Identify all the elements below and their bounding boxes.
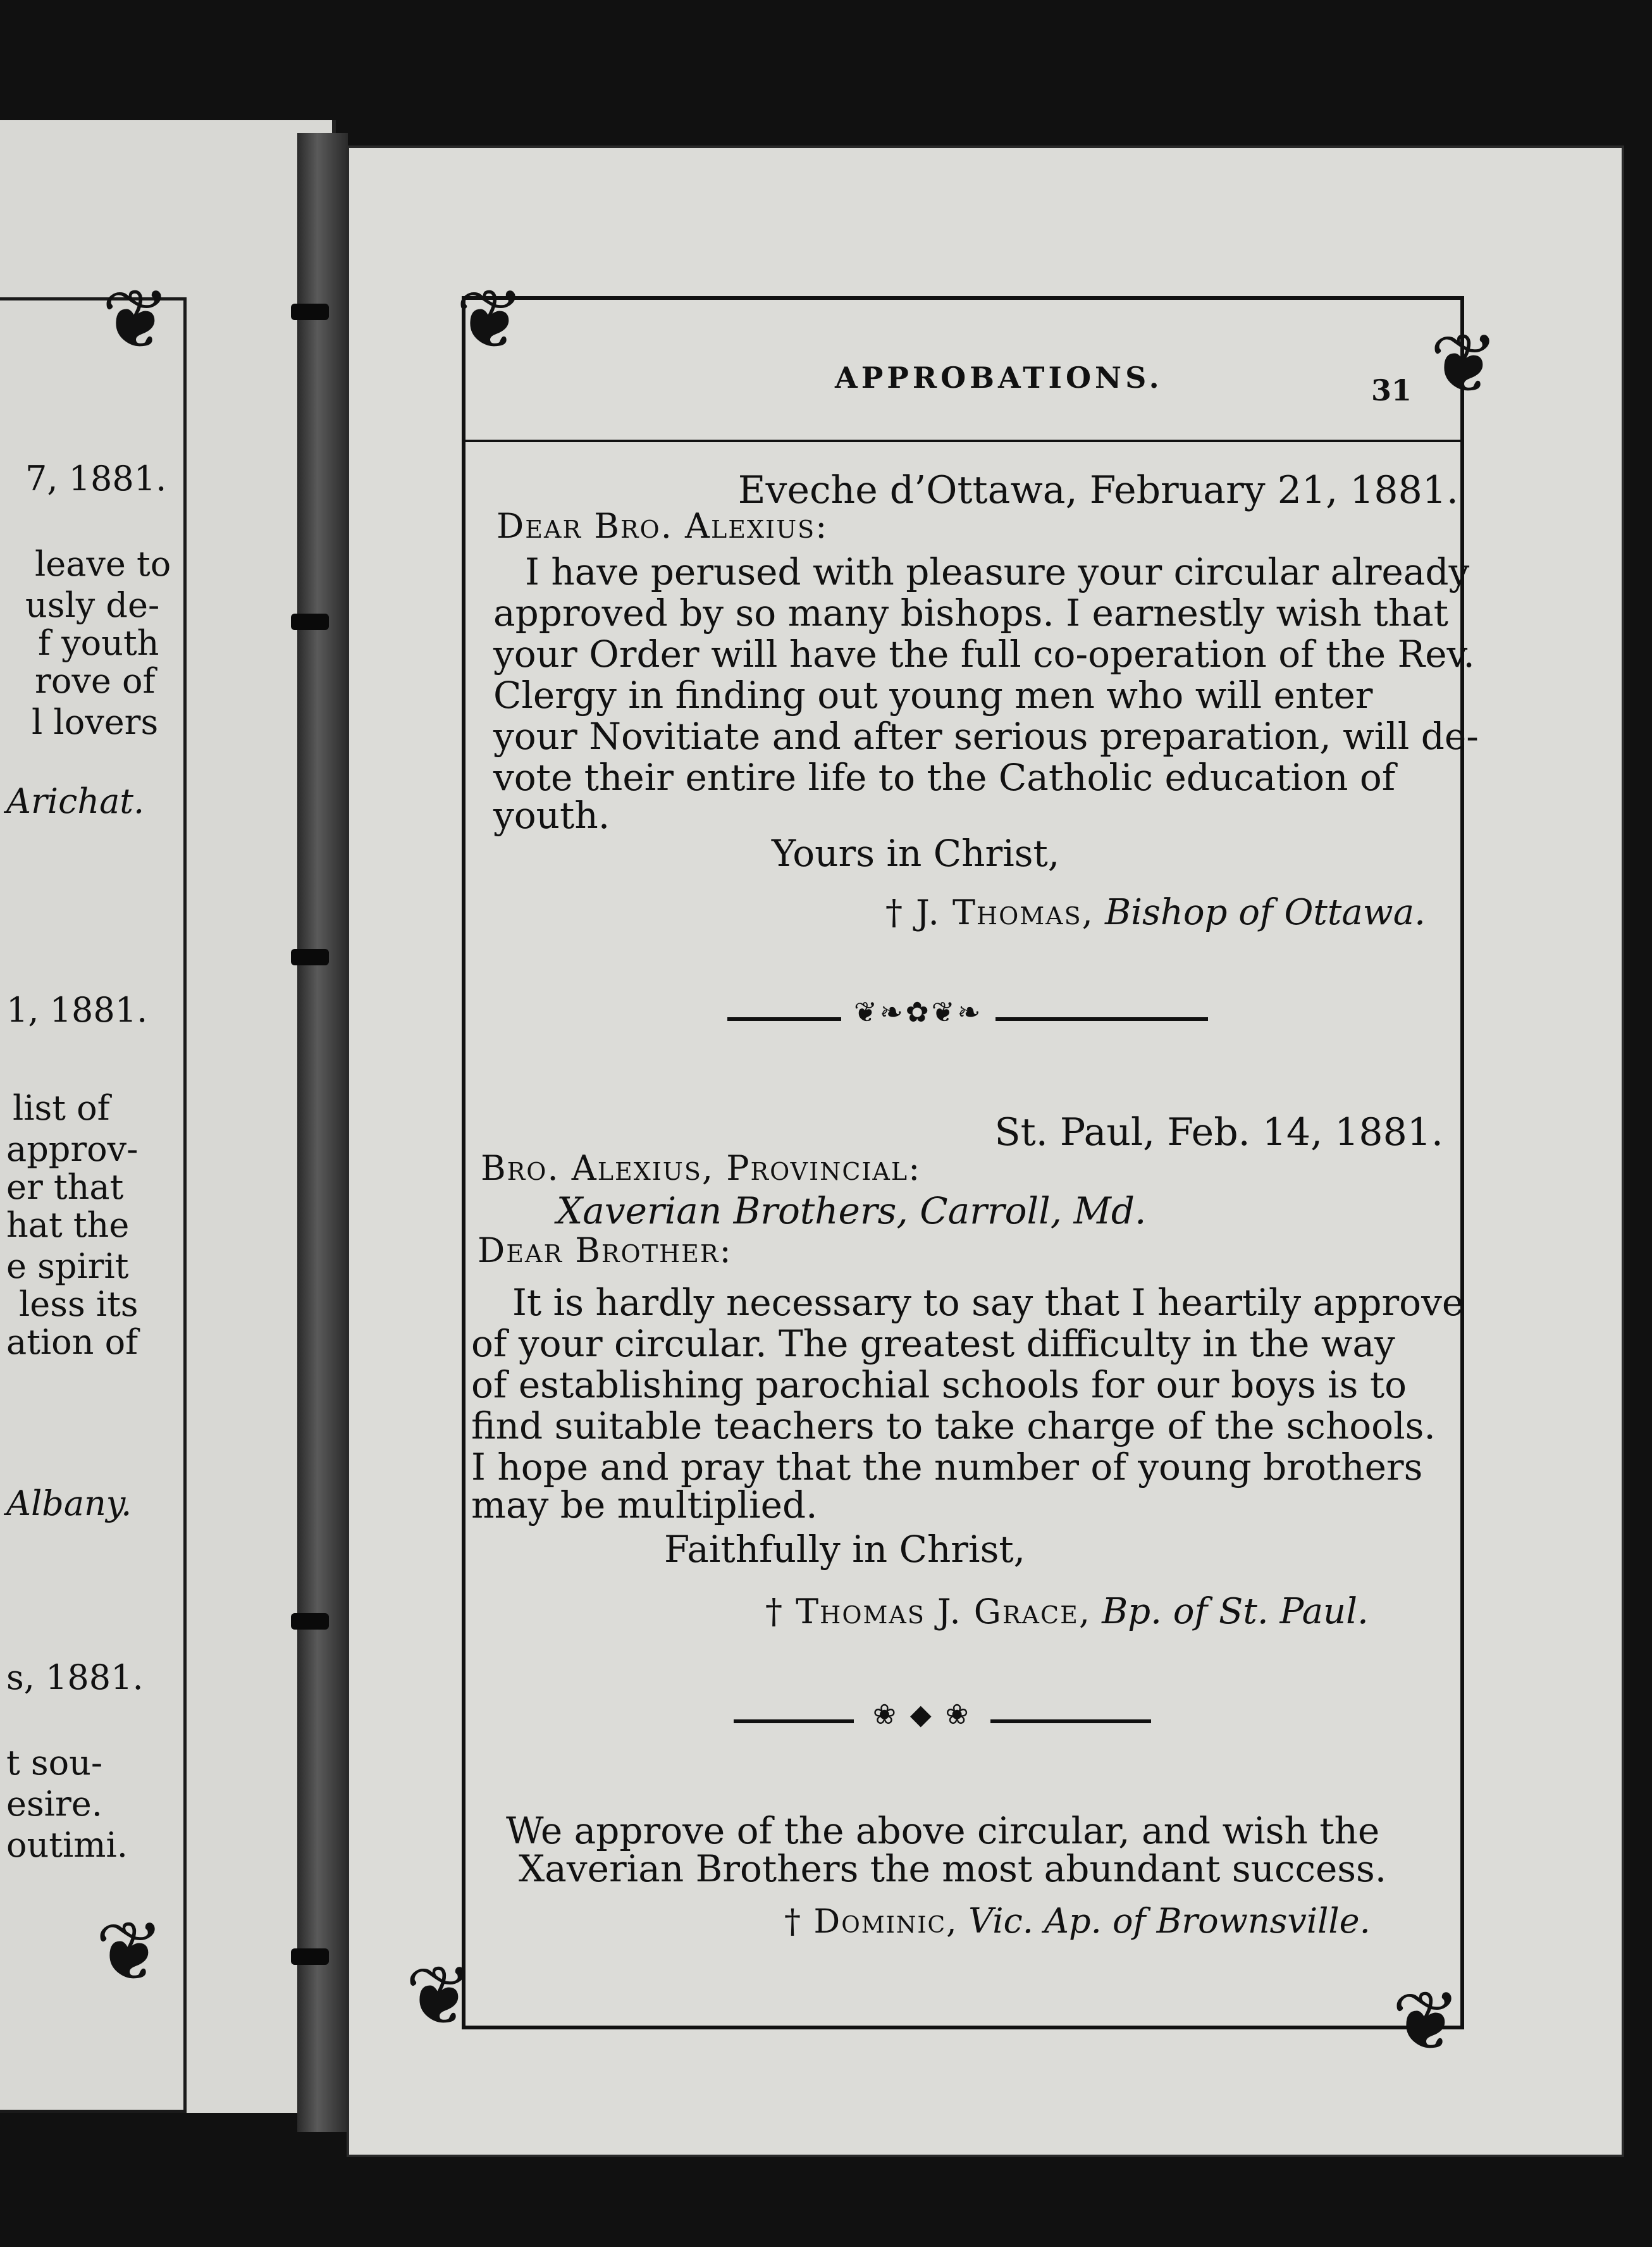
letter2-signature-title: Bp. of St. Paul. [1102, 1591, 1369, 1632]
left-fragment: leave to [35, 544, 171, 584]
left-fragment: er that [6, 1167, 124, 1207]
header-rule [462, 440, 1464, 442]
letter1-line: vote their entire life to the Catholic education of [493, 756, 1396, 799]
letter2-dateline: St. Paul, Feb. 14, 1881. [994, 1110, 1443, 1154]
letter2-closing: Faithfully in Christ, [664, 1528, 1026, 1571]
letter2-address: Xaverian Brothers, Carroll, Md. [557, 1189, 1147, 1232]
letter2-addressee: Bro. Alexius, Provincial: [481, 1148, 922, 1188]
left-fragment: list of [13, 1088, 110, 1128]
corner-ornament-icon: ❦ [1391, 1973, 1461, 2069]
letter2-line: of your circular. The greatest difficulty in the way [471, 1322, 1395, 1365]
letter1-line: your Order will have the full co-operation of the Rev. [493, 633, 1475, 676]
letter3-signature-title: Vic. Ap. of Brownsville. [968, 1901, 1371, 1941]
letter1-line: your Novitiate and after serious preparation, will de- [493, 715, 1479, 758]
left-fragment: usly de- [25, 585, 160, 625]
letter2-line: of establishing parochial schools for our boys is to [471, 1363, 1407, 1406]
letter3-signature-name: † Dominic, [784, 1903, 958, 1941]
left-fragment: s, 1881. [6, 1657, 144, 1697]
letter1-dateline: Eveche d’Ottawa, February 21, 1881. [737, 468, 1458, 512]
page-number: 31 [1371, 373, 1412, 407]
left-fragment: less its [19, 1284, 139, 1324]
letter1-line: approved by so many bishops. I earnestly wish that [493, 591, 1448, 634]
left-fragment: 1, 1881. [6, 990, 148, 1030]
left-fragment: 7, 1881. [25, 459, 167, 498]
binding-stitch [291, 949, 329, 965]
letter1-signature-name: † J. Thomas, [885, 893, 1094, 932]
left-fragment: Arichat. [6, 781, 145, 821]
corner-ornament-icon: ❦ [455, 271, 525, 368]
left-fragment: rove of [35, 661, 156, 701]
letter3-line: We approve of the above circular, and wish the [506, 1809, 1380, 1852]
corner-ornament-icon: ❦ [405, 1948, 474, 2044]
left-fragment: approv- [6, 1129, 139, 1169]
left-fragment: e spirit [6, 1246, 129, 1286]
letter2-line: find suitable teachers to take charge of the schools. [471, 1404, 1436, 1447]
book-binding [297, 133, 348, 2132]
letter1-closing: Yours in Christ, [772, 832, 1060, 875]
corner-ornament-icon: ❦ [1429, 316, 1499, 412]
letter1-line: youth. [493, 794, 610, 837]
letter3-line: Xaverian Brothers the most abundant success. [519, 1847, 1387, 1890]
left-fragment: esire. [6, 1784, 102, 1824]
letter1-line: I have perused with pleasure your circular already [525, 550, 1470, 593]
letter1-signature [885, 892, 1426, 933]
corner-ornament-icon: ❦ [101, 271, 171, 368]
binding-stitch [291, 304, 329, 320]
binding-stitch [291, 1613, 329, 1630]
left-fragment: outimi. [6, 1825, 128, 1865]
letter2-signature [765, 1591, 1369, 1632]
letter2-salutation: Dear Brother: [478, 1230, 732, 1270]
letter3-signature [784, 1901, 1371, 1941]
letter2-signature-name: † Thomas J. Grace, [765, 1592, 1091, 1631]
binding-stitch [291, 1948, 329, 1965]
left-fragment: l lovers [32, 702, 159, 742]
letter1-signature-title: Bishop of Ottawa. [1104, 892, 1426, 933]
letter2-line: It is hardly necessary to say that I heartily approve [512, 1281, 1464, 1324]
letter1-line: Clergy in finding out young men who will enter [493, 674, 1373, 717]
binding-stitch [291, 614, 329, 630]
left-fragment: f youth [38, 623, 159, 663]
corner-ornament-icon: ❦ [95, 1903, 164, 2000]
left-fragment: hat the [6, 1205, 130, 1245]
running-head: APPROBATIONS. [835, 361, 1163, 395]
left-fragment: Albany. [6, 1483, 132, 1523]
divider-ornament: ❦❧✿❦❧ [841, 996, 996, 1029]
left-fragment: t sou- [6, 1743, 103, 1783]
letter2-line: I hope and pray that the number of young brothers [471, 1445, 1423, 1489]
left-fragment: ation of [6, 1322, 139, 1362]
letter1-salutation: Dear Bro. Alexius: [496, 506, 829, 546]
divider-ornament: ❀ ◆ ❀ [854, 1699, 990, 1731]
letter2-line: may be multiplied. [471, 1483, 818, 1526]
